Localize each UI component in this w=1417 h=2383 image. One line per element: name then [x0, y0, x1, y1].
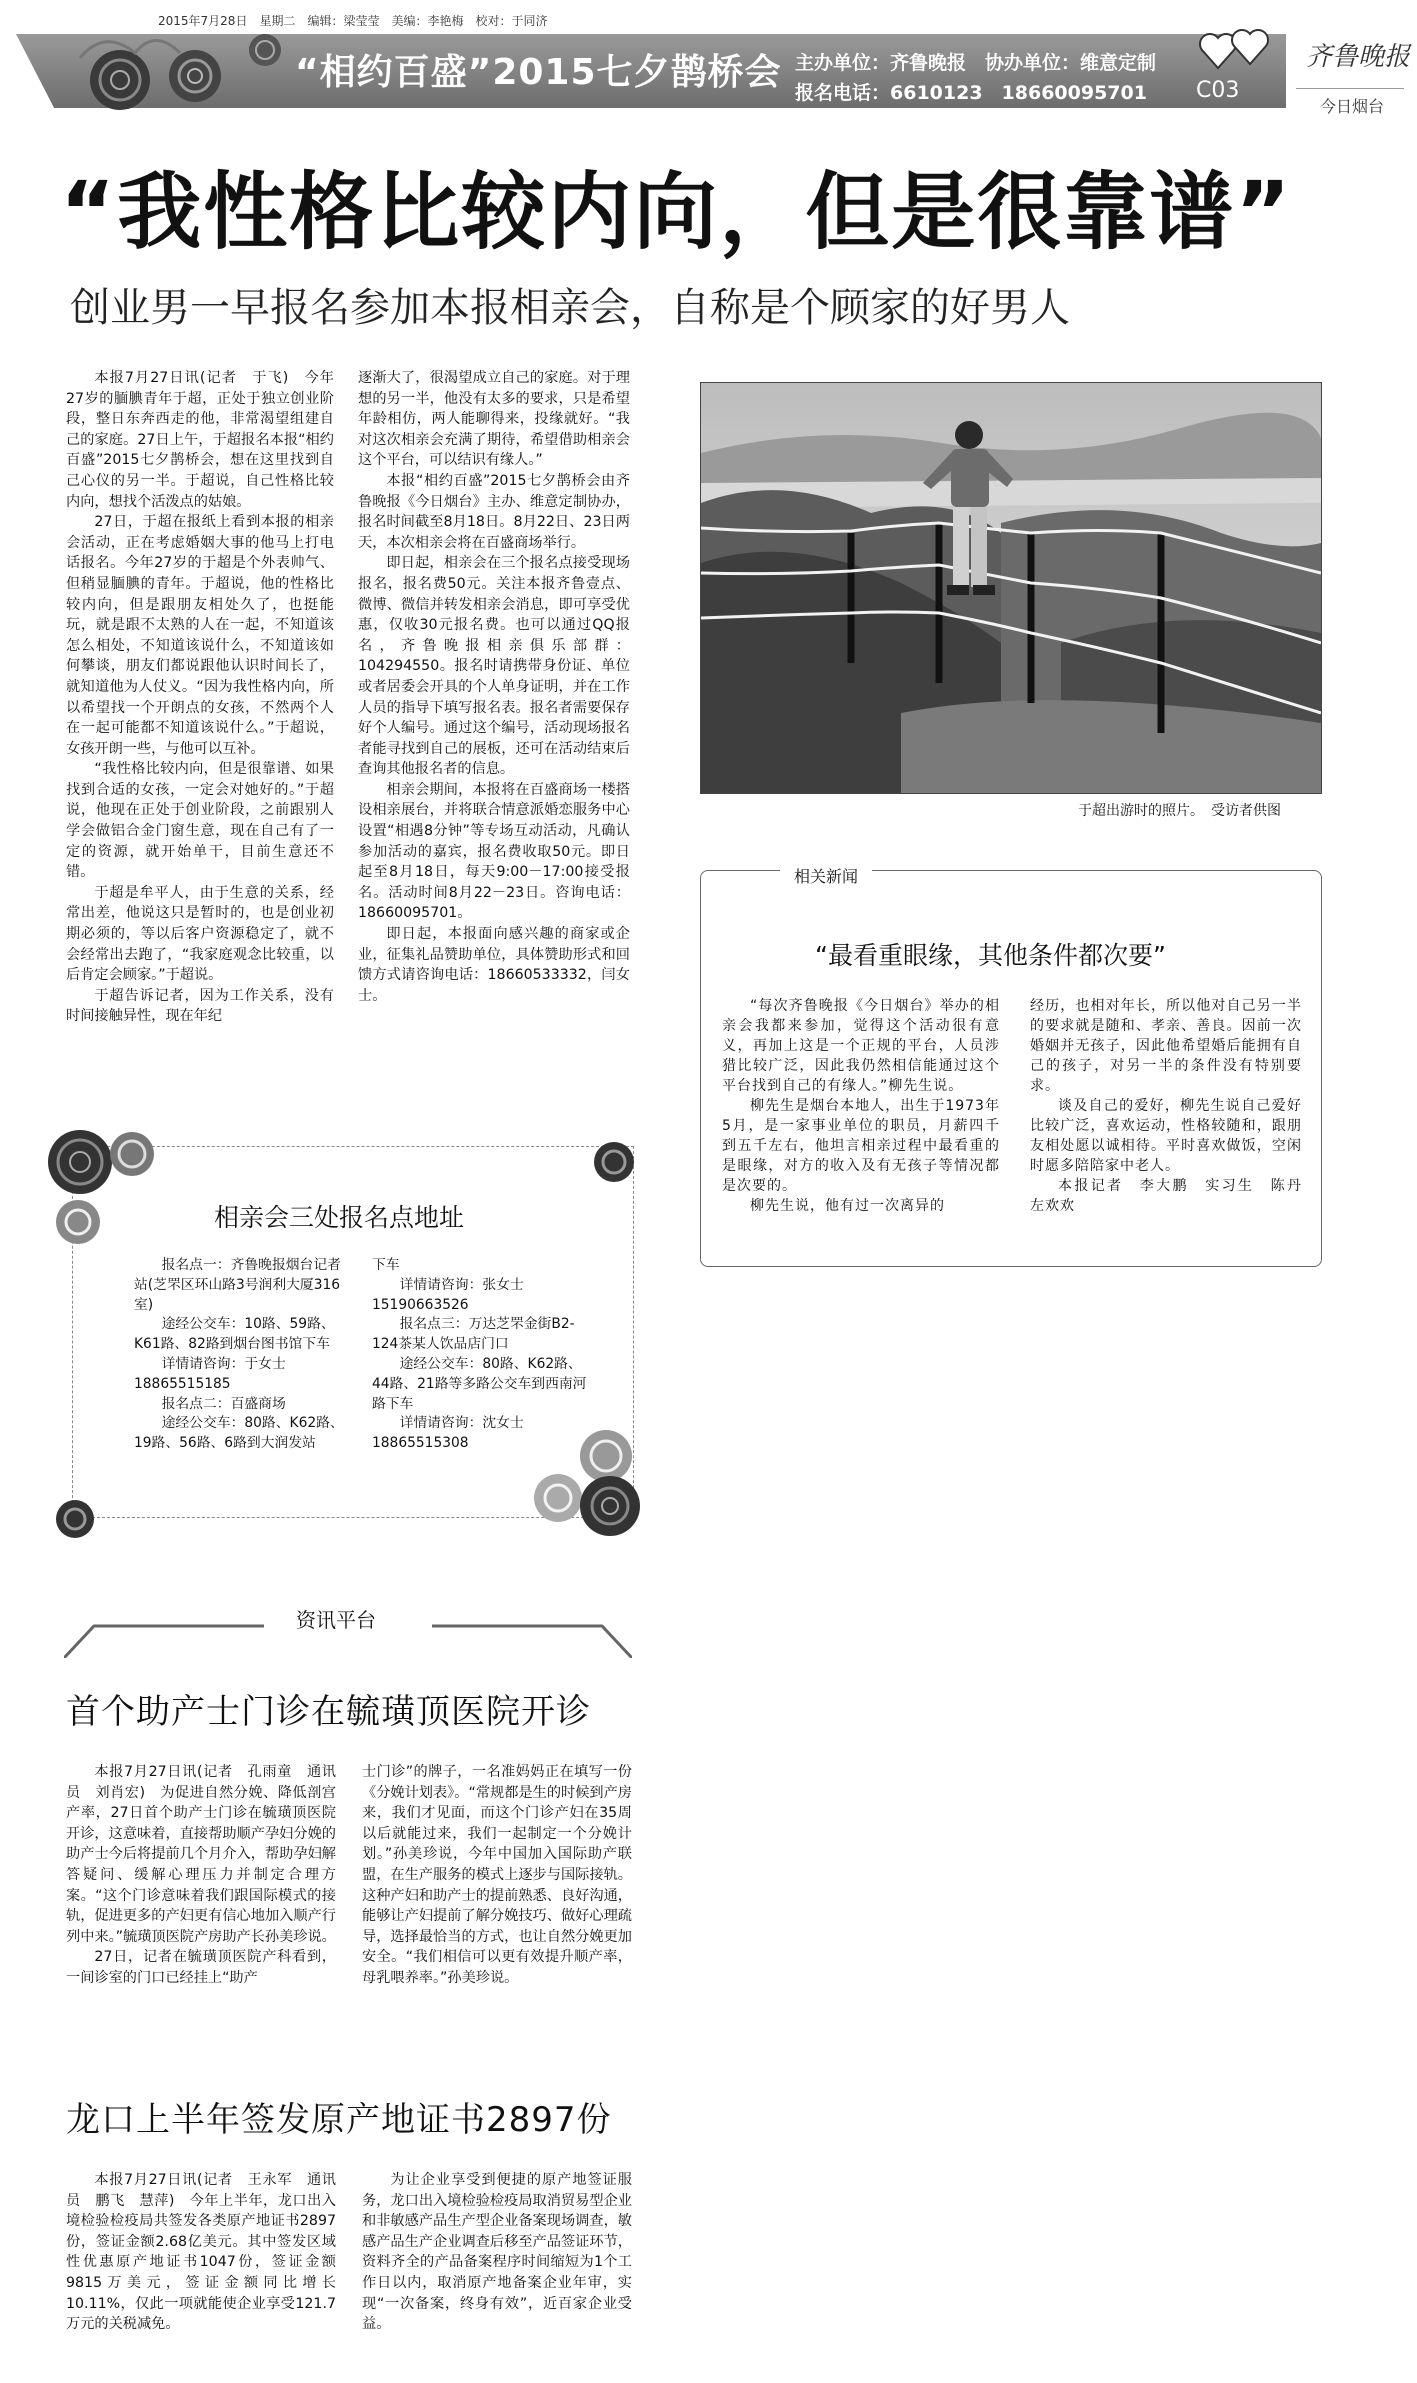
signup-title: 相亲会三处报名点地址	[214, 1203, 465, 1232]
signup-line: 报名点一：齐鲁晚报烟台记者站(芝罘区环山路3号润利大厦316室)	[134, 1257, 341, 1313]
rose-decoration-icon	[60, 18, 320, 128]
paragraph: 为让企业享受到便捷的原产地签证服务，龙口出入境检验检疫局取消贸易型企业和非敏感产品生产型企业备案现场调查，敏感产品生产企业调查后移至产品签证环节，资料齐全的产品备案程序时间缩短为1个工作日以内，取消原产地备案企业年审，实现“一次备案，终身有效”，近百家企业受益。	[362, 2172, 632, 2333]
signup-line: 详情请咨询：于女士18865515185	[134, 1355, 286, 1392]
news-headline: 首个助产士门诊在毓璜顶医院开诊	[66, 1692, 591, 1732]
signup-line: 详情请咨询：沈女士18865515308	[372, 1415, 524, 1452]
paragraph: 本报“相约百盛”2015七夕鹊桥会由齐鲁晚报《今日烟台》主办、维意定制协办，报名时间截至8月18日。8月22日、23日两天，本次相亲会将在百盛商场举行。	[358, 472, 630, 551]
related-column-1	[722, 996, 1000, 1216]
byline: 本报记者 李大鹏 实习生 陈丹 左欢欢	[1030, 1178, 1317, 1214]
paragraph: 即日起，相亲会在三个报名点接受现场报名，报名费50元。关注本报齐鲁壹点、微博、微信并转发相亲会消息，即可享受优惠，仅收30元报名费。也可以通过QQ报名，齐鲁晚报相亲俱乐部群：104294550。报名时请携带身份证、单位或者居委会开具的个人单身证明，并在工作人员的指导下填写报名表。报名者需要保存好个人编号。通过这个编号，活动现场报名者能寻找到自己的展板，还可在活动结束后查询其他报名者的信息。	[358, 555, 630, 778]
related-column-2	[1030, 996, 1317, 1216]
header-date-line: 2015年7月28日 星期二 编辑：梁莹莹 美编：李艳梅 校对：于同济	[158, 14, 548, 28]
header-divider	[1296, 88, 1404, 89]
article-column-2	[358, 368, 630, 1006]
related-news-label: 相关新闻	[780, 864, 872, 887]
header-organizers: 主办单位：齐鲁晚报 协办单位：维意定制	[795, 52, 1157, 74]
mountain-photo-illustration	[701, 383, 1321, 793]
paragraph: 本报7月27日讯(记者 孔雨童 通讯员 刘肖宏) 为促进自然分娩、降低剖宫产率，27日首个助产士门诊在毓璜顶医院开诊，这意味着，直接帮助顺产孕妇分娩的助产士今后将提前几个月介入，帮助孕妇解答疑问、缓解心理压力并制定合理方案。“这个门诊意味着我们跟国际模式的接轨，促进更多的产妇更有信心地加入顺产行列中来。”毓璜顶医院产房助产长孙美珍说。	[66, 1764, 336, 1945]
news2-column-2	[362, 2170, 632, 2335]
paragraph: 柳先生说，他有过一次离异的	[750, 1198, 945, 1214]
paragraph: 谈及自己的爱好，柳先生说自己爱好比较广泛，喜欢运动，性格较随和，跟朋友相处愿以诚相待。平时喜欢做饭，空闲时愿多陪陪家中老人。	[1030, 1098, 1302, 1174]
paragraph: “每次齐鲁晚报《今日烟台》举办的相亲会我都来参加，觉得这个活动很有意义，再加上这是一个正规的平台，人员涉猎比较广泛，因此我仍然相信能通过这个平台找到自己的有缘人。”柳先生说。	[722, 998, 1000, 1094]
article-subhead: 创业男一早报名参加本报相亲会，自称是个顾家的好男人	[70, 285, 1070, 331]
section-name: 今日烟台	[1320, 97, 1385, 116]
paragraph: “我性格比较内向，但是很靠谱、如果找到合适的女孩，一定会对她好的。”于超说，他现在正处于创业阶段，之前跟别人学会做铝合金门窗生意，现在自己有了一定的资源，就开始单干，目前生意还不错。	[66, 761, 334, 881]
signup-line: 详情请咨询：张女士15190663526	[372, 1276, 524, 1313]
news-headline: 龙口上半年签发原产地证书2897份	[66, 2100, 612, 2140]
paragraph: 27日，于超在报纸上看到本报的相亲会活动，正在考虑婚姻大事的他马上打电话报名。今年27岁的于超是个外表帅气、但稍显腼腆的青年。于超说，他的性格比较内向，但是跟朋友相处久了，也挺能玩，就是跟不太熟的人在一起，不知道该怎么相处，不知道该说什么，不知道该如何攀谈，朋友们都说跟他认识时间长了，就知道他为人仗义。“因为我性格内向，所以希望找一个开朗点的女孩，不然两个人在一起可能都不知道该说什么。”于超说，女孩开朗一些，与他可以互补。	[66, 514, 334, 757]
signup-line: 报名点三：万达芝罘金街B2-124茶某人饮品店门口	[372, 1316, 575, 1353]
paragraph: 逐渐大了，很渴望成立自己的家庭。对于理想的另一半，他没有太多的要求，只是希望年龄相仿，两人能聊得来，投缘就好。“我对这次相亲会充满了期待，希望借助相亲会这个平台，可以结识有缘人。”	[358, 370, 630, 469]
header-title: “相约百盛”2015七夕鹊桥会	[295, 52, 782, 93]
signup-line: 下车	[372, 1257, 400, 1273]
news2-column-1	[66, 2170, 336, 2335]
paragraph: 士门诊”的牌子，一名准妈妈正在填写一份《分娩计划表》。“常规都是生的时候到产房来，我们才见面，而这个门诊产妇在35周以后就能过来，我们一起制定一个分娩计划。”孙美珍说，今年中国加入国际助产联盟，在生产服务的模式上逐步与国际接轨。这种产妇和助产士的提前熟悉、良好沟通，能够让产妇提前了解分娩技巧、做好心理疏导，选择最恰当的方式，也让自然分娩更加安全。“我们相信可以更有效提升顺产率，母乳喂养率。”孙美珍说。	[362, 1764, 632, 1986]
paragraph: 柳先生是烟台本地人，出生于1973年5月，是一家事业单位的职员，月薪四千到五千左右，他坦言相亲过程中最看重的是眼缘，对方的收入及有无孩子等情况都是次要的。	[722, 1098, 1000, 1194]
paragraph: 于超是牟平人，由于生意的关系，经常出差，他说这只是暂时的，也是创业初期必须的，等以后客户资源稳定了，就不会经常出去跑了，“我家庭观念比较重，以后肯定会顾家。”于超说。	[66, 884, 334, 984]
newspaper-logo: 齐鲁晚报	[1306, 42, 1411, 72]
related-news-title: “最看重眼缘，其他条件都次要”	[815, 941, 1166, 970]
hearts-icon	[1198, 28, 1272, 74]
article-column-1	[66, 368, 334, 1027]
paragraph: 本报7月27日讯(记者 于飞) 今年27岁的腼腆青年于超，正处于独立创业阶段，整日东奔西走的他，非常渴望组建自己的家庭。27日上午，于超报名本报“相约百盛”2015七夕鹊桥会，想在这里找到自己心仪的另一半。于超说，自己性格比较内向，想找个活泼点的姑娘。	[66, 370, 334, 510]
signup-line: 报名点二：百盛商场	[161, 1395, 286, 1412]
signup-column-2	[372, 1256, 592, 1454]
rose-icon	[590, 1138, 638, 1186]
signup-column-1	[134, 1256, 346, 1454]
signup-line: 途经公交车：80路、K62路、44路、21路等多路公交车到西南河路下车	[372, 1355, 587, 1412]
paragraph: 经历，也相对年长，所以他对自己另一半的要求就是随和、孝亲、善良。因前一次婚姻并无孩子，因此他希望婚后能拥有自己的孩子，对另一半的条件没有特别要求。	[1030, 998, 1302, 1094]
signup-line: 途经公交车：80路、K62路、19路、56路、6路到大润发站	[134, 1415, 344, 1452]
section-label: 资讯平台	[296, 1608, 376, 1632]
header-signup-phone: 报名电话：6610123 18660095701	[795, 82, 1147, 104]
rose-icon	[40, 1122, 170, 1252]
news1-column-1	[66, 1762, 336, 1989]
photo-caption: 于超出游时的照片。 受访者供图	[1078, 803, 1281, 819]
article-headline: “我性格比较内向，但是很靠谱”	[60, 163, 1293, 261]
article-photo	[700, 382, 1322, 794]
paragraph: 本报7月27日讯(记者 王永军 通讯员 鹏飞 慧萍) 今年上半年，龙口出入境检验检疫局共签发各类原产地证书2897份，签证金额2.68亿美元。其中签发区域性优惠原产地证书1047份，签证金额9815万美元，签证金额同比增长10.11%，仅此一项就能使企业享受121.7万元的关税减免。	[66, 2172, 336, 2333]
news1-column-2	[362, 1762, 632, 1989]
paragraph: 27日，记者在毓璜顶医院产科看到，一间诊室的门口已经挂上“助产	[66, 1949, 336, 1986]
paragraph: 相亲会期间，本报将在百盛商场一楼搭设相亲展台，并将联合情意派婚恋服务中心设置“相遇8分钟”等专场互动活动，凡确认参加活动的嘉宾，报名费收取50元。即日起至8月18日，每天9:00－17:00接受报名。活动时间8月22－23日。咨询电话：18660095701。	[358, 781, 630, 922]
paragraph: 于超告诉记者，因为工作关系，没有时间接触异性，现在年纪	[66, 987, 334, 1025]
paragraph: 即日起，本报面向感兴趣的商家或企业，征集礼品赞助单位，具体赞助形式和回馈方式请咨询电话：18660533332，闫女士。	[358, 926, 630, 1004]
rose-icon	[52, 1496, 98, 1542]
page-number: C03	[1196, 78, 1240, 103]
signup-line: 途经公交车：10路、59路、K61路、82路到烟台图书馆下车	[134, 1316, 335, 1353]
